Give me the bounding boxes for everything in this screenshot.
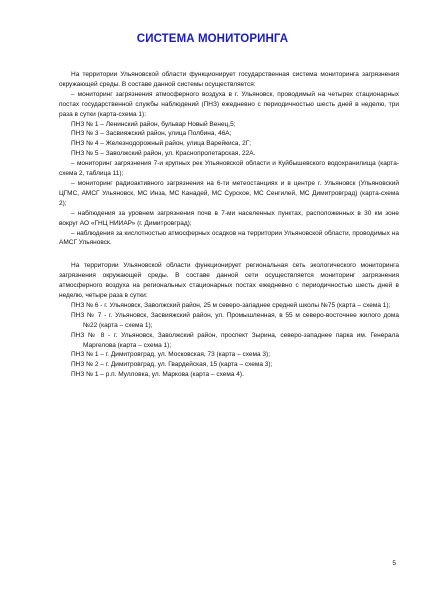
post-item: ПНЗ № 1 – Ленинский район, бульвар Новый Венец,5; <box>71 120 236 128</box>
regional-post-item: ПНЗ № 6 - г. Ульяновск, Заволжский район, 25 м северо-западнее средней школы №75 (карта – схема 1); <box>71 301 391 309</box>
section1-intro: На территории Ульяновской области функционирует государственная система мониторинга загрязнения окружающей среды. В составе данной системы осуществляется: <box>59 71 399 88</box>
item-soil-monitoring: – наблюдения за уровнем загрязнения почв в 7-ми населенных пунктах, расположенных в 30 км зоне вокруг АО «ГНЦ НИИАР» (г. Димитровград); <box>59 209 399 227</box>
page-number: 5 <box>392 560 396 567</box>
item-water-monitoring: – мониторинг загрязнения 7-и крупных рек Ульяновской области и Куйбышевского водохранилища (карта-схема 2, таблица 11); <box>59 160 399 178</box>
regional-post-item: ПНЗ № 2 – г. Димитровград, ул. Гвардейская, 15 (карта – схема 3); <box>71 361 273 369</box>
regional-post-item: ПНЗ № 8 - г. Ульяновск, Заволжский район, проспект Зырина, северо-западнее парка им. Генерала Маргелова (карта – схема 1); <box>71 331 399 349</box>
item-acid-monitoring: – наблюдения за кислотностью атмосферных осадков на территории Ульяновской области, проводимых на АМСГ Ульяновск. <box>59 229 399 247</box>
page-title: СИСТЕМА МОНИТОРИНГА <box>136 33 289 45</box>
document-body <box>59 70 399 380</box>
section2-intro: На территории Ульяновской области функционирует региональная сеть экологического мониторинга загрязнения окружающей среды. В составе данной сети осуществляется мониторинг загрязнения атмосферного воздуха на региональных стационарных постах ежедневно с периодичностью шесть дней в неделю, четыре раза в сутки: <box>59 262 399 300</box>
post-item: ПНЗ № 4 – Железнодорожный район, улица Варейкиса, 2Г; <box>71 140 252 148</box>
item-air-monitoring: – мониторинг загрязнения атмосферного воздуха в г. Ульяновск, проводимый на четырех стационарных постах государственной службы наблюдений (ПНЗ) ежедневно с периодичностью шесть дней в неделю, три раза в сутки (карта-схема 1): <box>59 90 399 118</box>
regional-post-item: ПНЗ № 7 - г. Ульяновск, Засвияжский район, ул. Промышленная, в 55 м северо-восточнее жилого дома №22 (карта – схема 1); <box>71 311 399 329</box>
paragraph-gap <box>59 248 399 261</box>
post-item: ПНЗ № 3 – Засвияжский район, улица Полбина, 46А; <box>71 130 232 138</box>
post-item: ПНЗ № 5 – Заволжский район, ул. Краснопролетарская, 22А. <box>71 150 256 158</box>
regional-post-item: ПНЗ № 1 – г. Димитровград, ул. Московская, 73 (карта – схема 3); <box>71 351 271 359</box>
regional-post-item: ПНЗ № 1 – р.п. Мулловка, ул. Маркова (карта – схема 4). <box>71 371 244 379</box>
item-radio-monitoring: – мониторинг радиоактивного загрязнения на 6-ти метеостанциях и в центре г. Ульяновск (Ульяновский ЦГМС, АМСГ Ульяновск, МС Инза, МС Канадей, МС Сурское, МС Сенгилей, МС Димитровград) (карта-схема 2); <box>59 179 399 207</box>
